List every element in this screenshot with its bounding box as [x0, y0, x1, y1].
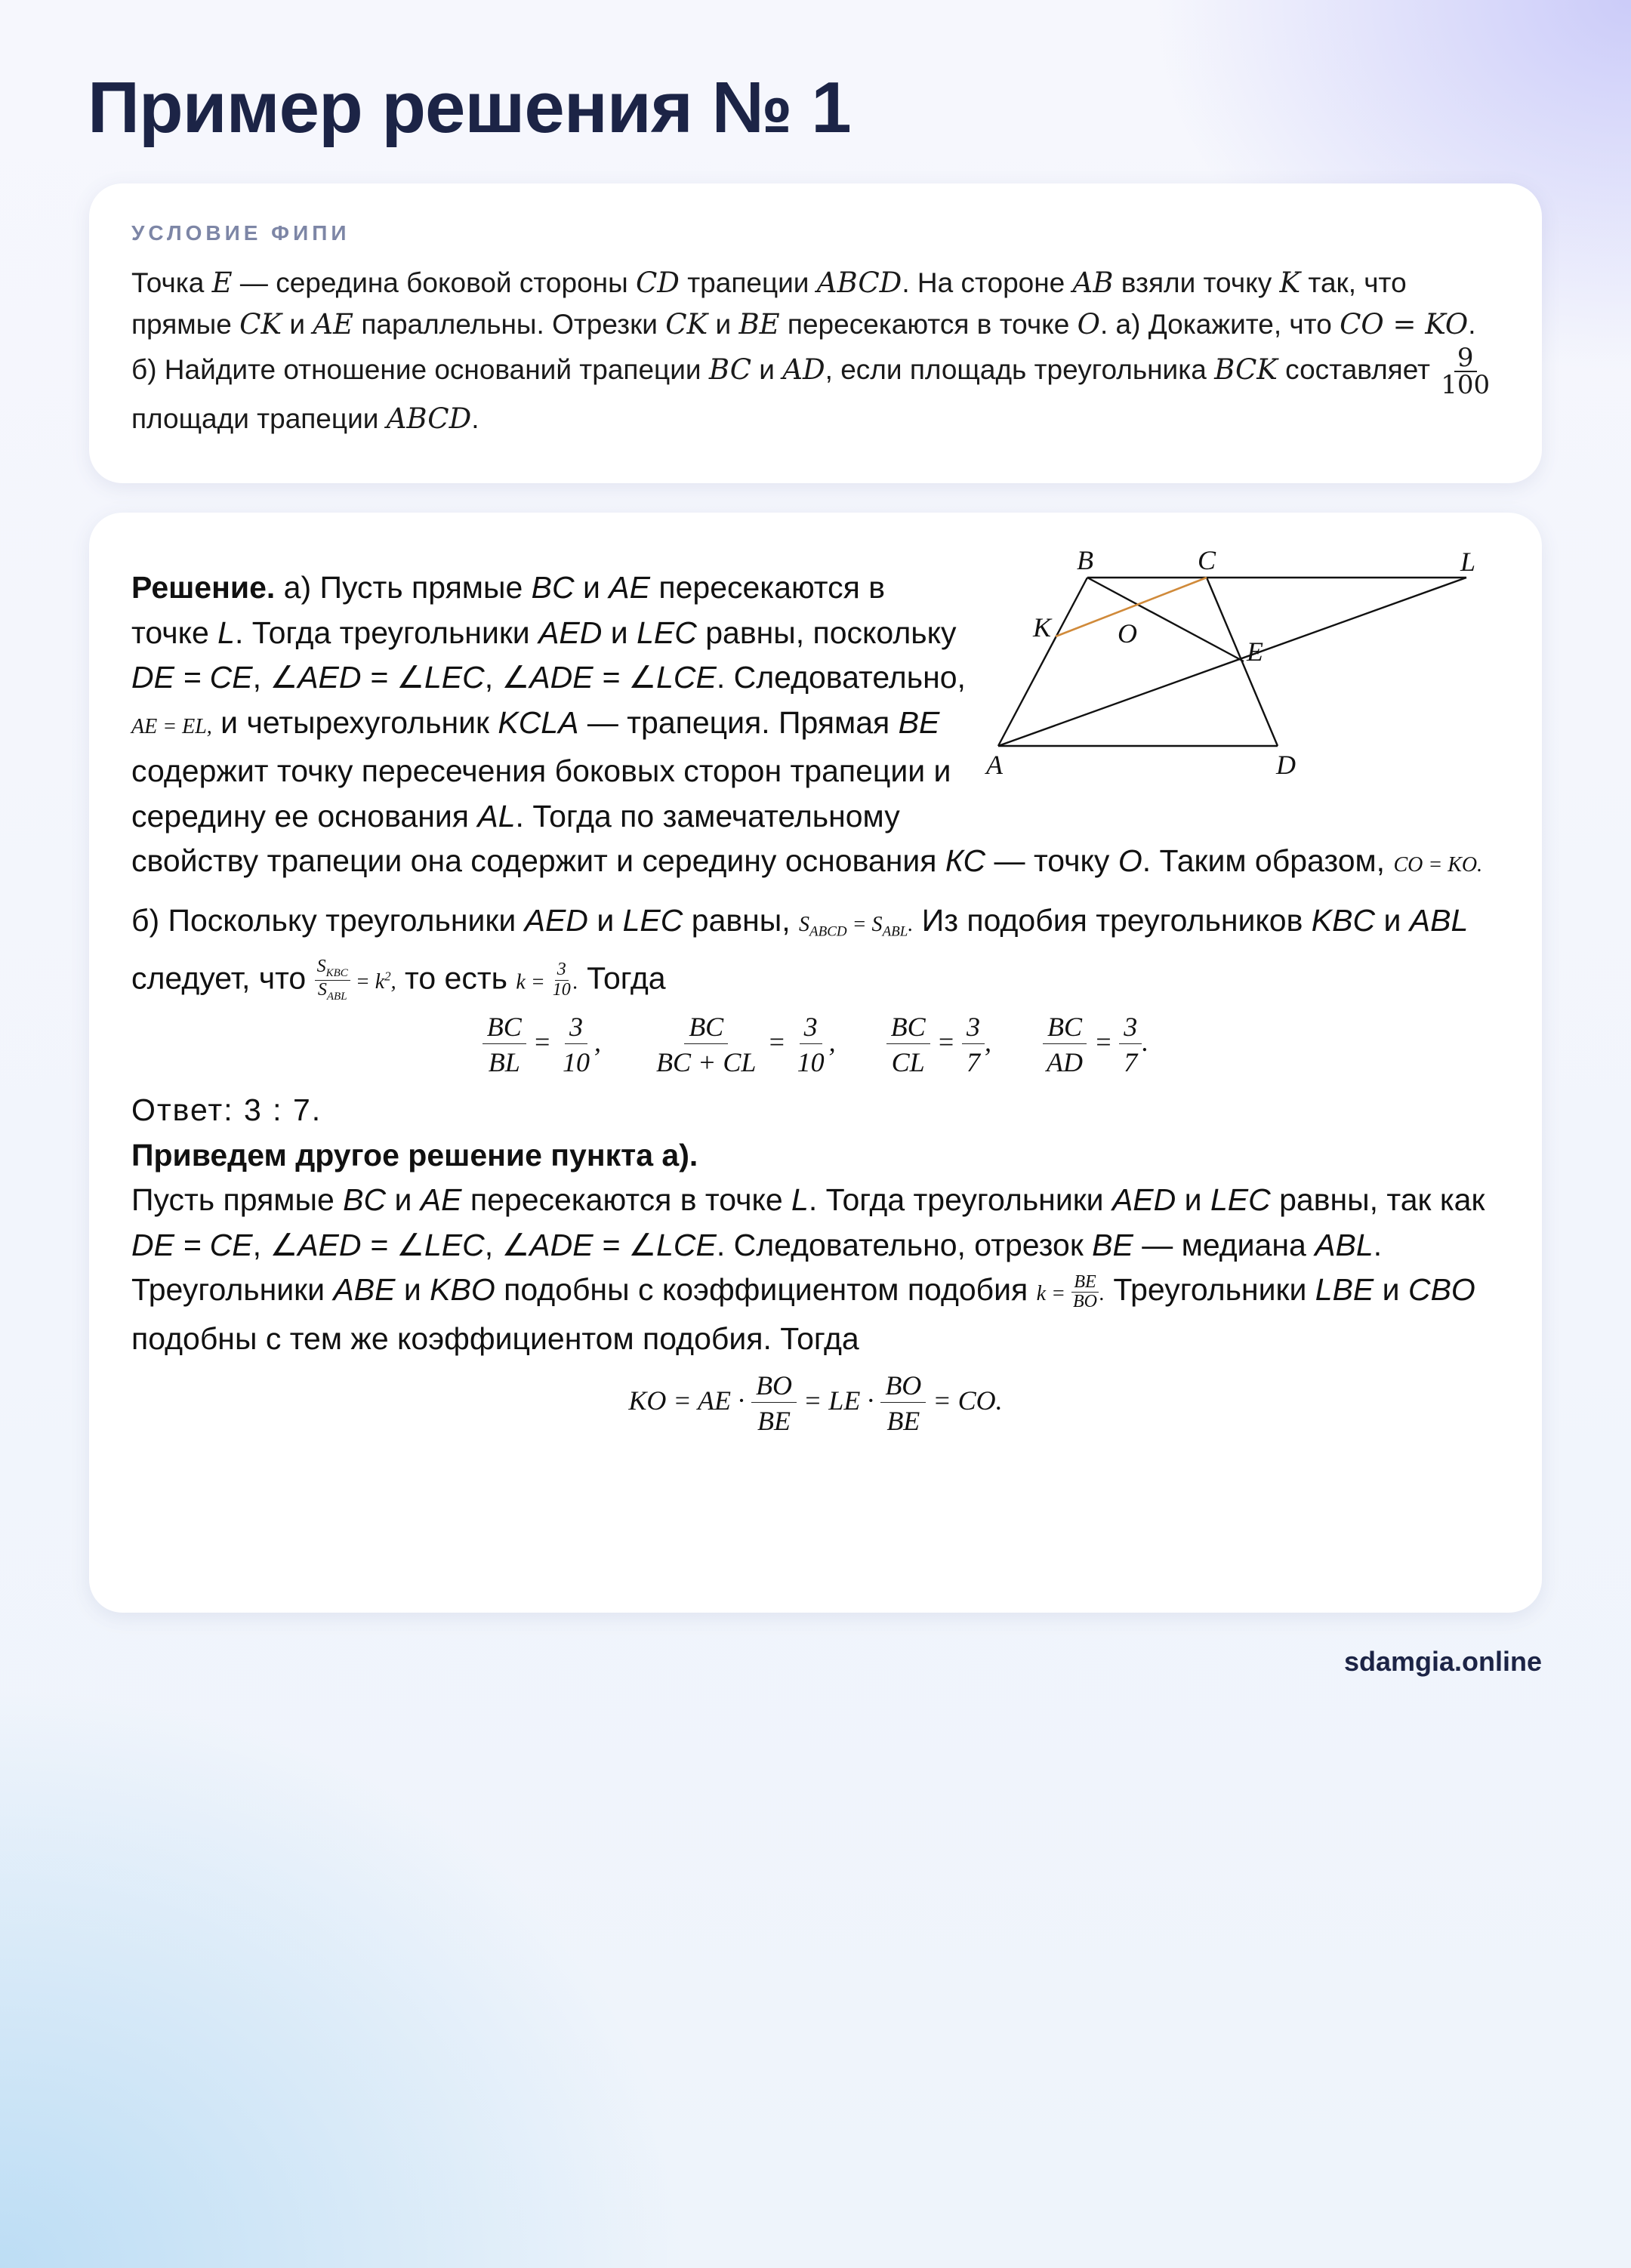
answer: Ответ: 3 : 7.: [131, 1092, 322, 1128]
alt-solution-heading: Приведем другое решение пункта а).: [131, 1137, 698, 1173]
fraction-area-ratio: $\frac{S_{KBC}}{S_{ABL}}$: [315, 957, 350, 1003]
label-b: B: [1077, 545, 1093, 575]
condition-label: УСЛОВИЕ ФИПИ: [131, 221, 350, 245]
solution-body: [131, 545, 1500, 1437]
label-o: O: [1118, 618, 1137, 649]
fraction-k-be-bo: $\frac{BE}{BO}$: [1072, 1271, 1097, 1312]
condition-card: [89, 183, 1542, 483]
condition-text: Точка E — середина боковой стороны CD трапеции ABCD. На стороне AB взяли точку K так, что прямые CK и AE параллельны. Отрезки CK и BE пересекаются в точке O. а) Докажите, что CO = KO. б) Найдите отношение оснований трапеции BC и AD, если площадь треугольника BCK составляет $\frac{9}{100}$ площади трапеции ABCD.: [131, 262, 1500, 439]
label-a: A: [986, 750, 1003, 780]
alt-solution-text: Пусть прямые BC и AE пересекаются в точке L. Тогда треугольники AED и LEC равны, так как DE = CE, ∠AED = ∠LEC, ∠ADE = ∠LCE. Следовательно, отрезок BE — медиана ABL. Треугольники ABE и KBO подобны с коэффициентом подобия k = $\frac{BE}{BO}$ . Треугольники LBE и CBO подобны с тем же коэффициентом подобия. Тогда: [131, 1182, 1485, 1356]
segment-be: [1087, 578, 1244, 661]
final-equation: KO = AE · $\frac{BO}{BE}$ = LE · $\frac{BO}{BE}$ = CO.: [628, 1370, 1003, 1437]
label-l: L: [1460, 547, 1476, 577]
page-title: Пример решения № 1: [88, 67, 851, 148]
side-cd: [1207, 578, 1278, 746]
label-d: D: [1276, 750, 1296, 780]
label-e: E: [1247, 636, 1263, 667]
fraction-k: $\frac{3}{10}$: [552, 960, 571, 1000]
brand-footer[interactable]: sdamgia.online: [1343, 1646, 1542, 1677]
line-al: [998, 578, 1466, 746]
fraction-9-100: $\frac{9}{100}$: [1441, 343, 1491, 400]
label-k: K: [1033, 612, 1052, 642]
ratio-equations: $\frac{BC}{BL}$ = $\frac{3}{10}$ , $\frac{BC}{BC + CL}$ = $\frac{3}{10}$ , $\frac{BC}{CL}$ = $\frac{3}{7}$ , $\frac{BC}{AD}$ = $\frac{3}{7}$ .: [131, 1013, 1500, 1076]
side-ab: [998, 578, 1087, 746]
trapezoid-figure: [986, 545, 1512, 795]
solution-card: [89, 513, 1542, 1613]
label-c: C: [1198, 545, 1216, 575]
solution-part-a: Решение. а) Пусть прямые BC и AE пересекаются в точке L. Тогда треугольники AED и LEC равны, поскольку DE = CE, ∠AED = ∠LEC, ∠ADE = ∠LCE. Следовательно, AE = EL, и четырехугольник KCLA — трапеция. Прямая BE содержит точку пересечения боковых сторон трапеции и середину ее основания AL. Тогда по замечательному свойству трапеции она содержит и середину основания КС — точку O. Таким образом, CO = KO.: [131, 570, 1483, 878]
solution-part-b: б) Поскольку треугольники AED и LEC равны, $S_{ABCD} = S_{ABL}$. Из подобия треугольников KBC и ABL следует, что $\frac{S_{KBC}}{S_{ABL}}$ = $k^2$, то есть k = $\frac{3}{10}$ . Тогда: [131, 902, 1469, 1003]
